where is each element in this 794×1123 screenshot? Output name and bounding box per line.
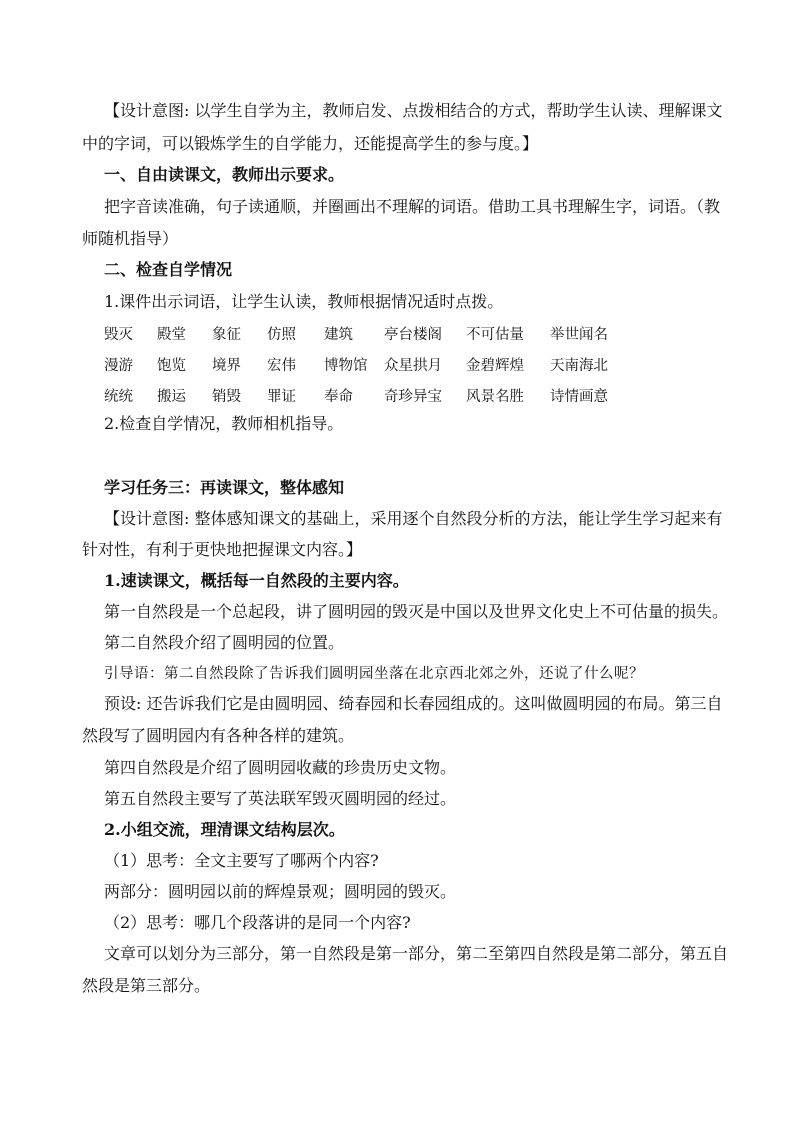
paragraph-summary-2: 第二自然段介绍了圆明园的位置。: [104, 633, 345, 652]
vocab-word: 搬运: [157, 389, 186, 405]
vocab-row-1: [104, 323, 724, 343]
vocab-word: 漫游: [104, 358, 133, 374]
vocab-word: 金碧辉煌: [466, 358, 524, 374]
answer-1: 两部分：圆明园以前的辉煌景观；圆明园的毁灭。: [104, 882, 457, 901]
task-3-heading: 学习任务三：再读课文，整体感知: [104, 478, 345, 497]
answer-2-line2: 然段是第三部分。: [82, 976, 211, 995]
guiding-question: 引导语：第二自然段除了告诉我们圆明园坐落在北京西北郊之外，还说了什么呢？: [104, 666, 644, 682]
design-intent-1-line1: 【设计意图: 以学生自学为主，教师启发、点拨相结合的方式，帮助学生认读、理解课文: [104, 101, 723, 120]
task-3-item-1-heading: 1.速读课文，概括每一自然段的主要内容。: [104, 571, 409, 590]
answer-2-line1: 文章可以划分为三部分，第一自然段是第一部分，第二至第四自然段是第二部分，第五自: [104, 944, 729, 963]
design-intent-2-line2: 针对性，有利于更快地把握课文内容。】: [82, 540, 363, 559]
vocab-word: 销毁: [212, 389, 241, 405]
vocab-word: 统统: [104, 389, 133, 405]
vocab-word: 殿堂: [157, 327, 186, 343]
section-1-heading: 一、自由读课文，教师出示要求。: [104, 165, 345, 184]
vocab-word: 诗情画意: [550, 389, 608, 405]
vocab-word: 象征: [212, 327, 241, 343]
vocab-word: 罪证: [267, 389, 296, 405]
vocab-word: 奇珍异宝: [384, 389, 442, 405]
vocab-word: 毁灭: [104, 327, 133, 343]
design-intent-1-line2: 中的字词，可以锻炼学生的自学能力，还能提高学生的参与度。】: [82, 134, 539, 153]
vocab-word: 天南海北: [550, 358, 608, 374]
vocab-word: 博物馆: [324, 358, 368, 374]
vocab-word: 风景名胜: [466, 389, 524, 405]
paragraph-summary-1: 第一自然段是一个总起段，讲了圆明园的毁灭是中国以及世界文化史上不可估量的损失。: [104, 602, 729, 621]
question-2: （2）思考：哪几个段落讲的是同一个内容?: [104, 913, 411, 932]
section-1-body-line2: 师随机指导）: [82, 229, 179, 248]
task-3-item-2-heading: 2.小组交流，理清课文结构层次。: [104, 820, 345, 839]
vocab-word: 亭台楼阁: [384, 327, 442, 343]
preset-answer-line1: 预设: 还告诉我们它是由圆明园、绮春园和长春园组成的。这叫做圆明园的布局。第三自: [104, 694, 723, 713]
vocab-word: 举世闻名: [550, 327, 608, 343]
vocab-word: 境界: [212, 358, 241, 374]
question-1: （1）思考：全文主要写了哪两个内容?: [104, 851, 379, 870]
vocab-word: 不可估量: [466, 327, 524, 343]
preset-answer-line2: 然段写了圆明园内有各种各样的建筑。: [82, 726, 355, 745]
vocab-row-2: [104, 354, 724, 374]
vocab-row-3: [104, 385, 724, 405]
vocab-word: 奉命: [324, 389, 353, 405]
section-1-body-line1: 把字音读准确，句子读通顺，并圈画出不理解的词语。借助工具书理解生字，词语。（教: [104, 197, 721, 216]
paragraph-summary-4: 第四自然段是介绍了圆明园收藏的珍贵历史文物。: [104, 758, 457, 777]
paragraph-summary-5: 第五自然段主要写了英法联军毁灭圆明园的经过。: [104, 789, 457, 808]
section-2-item-2: 2.检查自学情况，教师相机指导。: [104, 414, 344, 433]
vocab-word: 建筑: [324, 327, 353, 343]
vocab-word: 饱览: [157, 358, 186, 374]
design-intent-2-line1: 【设计意图: 整体感知课文的基础上，采用逐个自然段分析的方法，能让学生学习起来有: [104, 509, 723, 528]
vocab-word: 仿照: [267, 327, 296, 343]
section-2-heading: 二、检查自学情况: [104, 260, 233, 279]
vocab-word: 众星拱月: [384, 358, 442, 374]
vocab-word: 宏伟: [267, 358, 296, 374]
section-2-item-1: 1.课件出示词语，让学生认读，教师根据情况适时点拨。: [104, 292, 504, 311]
